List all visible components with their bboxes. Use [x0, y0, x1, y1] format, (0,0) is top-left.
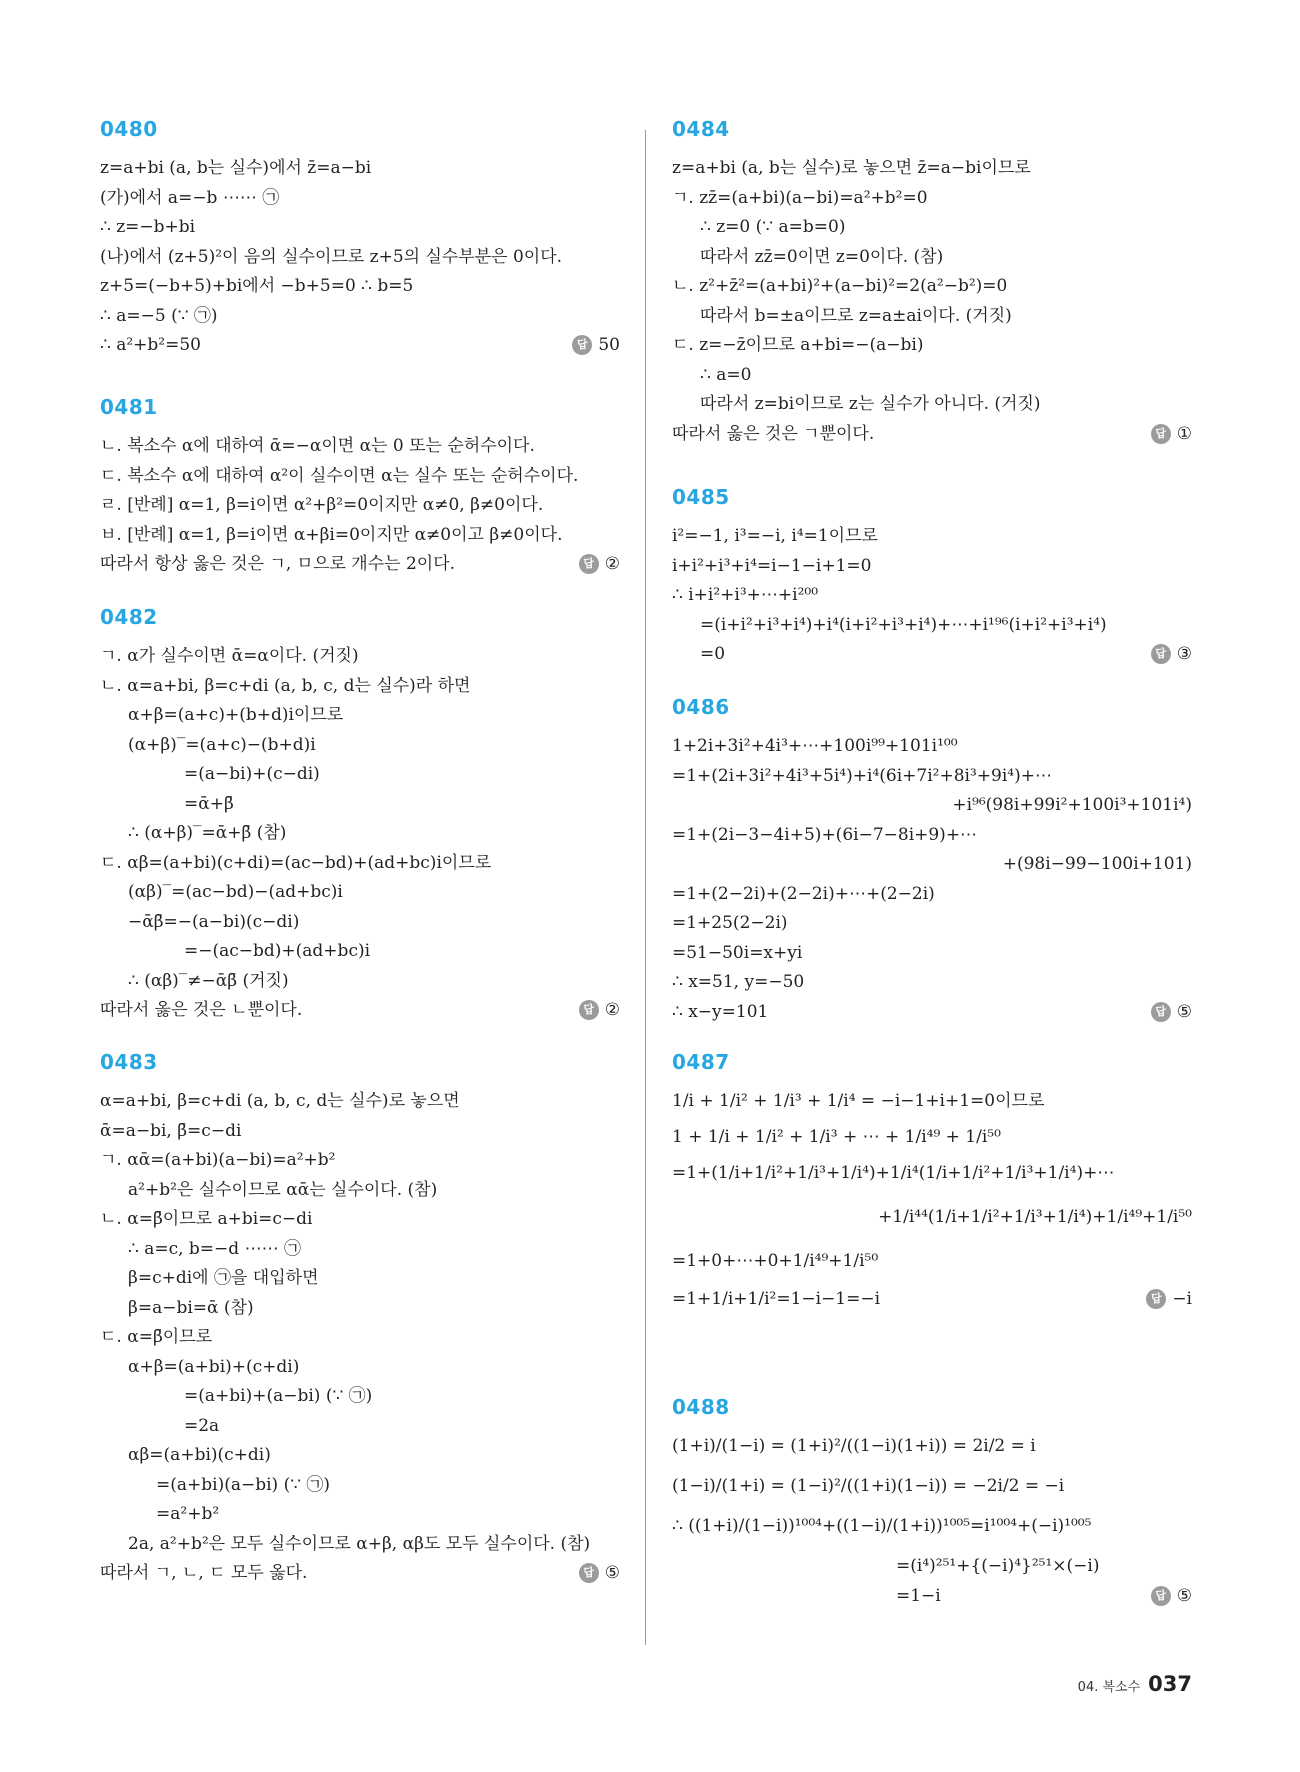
- solution-line: ∴ a=c, b=−d ⋯⋯ ㉠: [128, 1238, 301, 1259]
- solution-line: 따라서 항상 옳은 것은 ㄱ, ㅁ으로 개수는 2이다.: [100, 554, 456, 574]
- solution-line: i²=−1, i³=−i, i⁴=1이므로: [672, 526, 878, 546]
- solution-line: z+5=(−b+5)+bi에서 −b+5=0 ∴ b=5: [100, 276, 414, 296]
- solution-line: β=a−bi=ᾱ (참): [128, 1297, 254, 1318]
- answer-badge: 답: [1146, 1289, 1166, 1309]
- solution-line: =1−i: [896, 1585, 941, 1606]
- solution-line: i+i²+i³+i⁴=i−1−i+1=0: [672, 555, 872, 576]
- solution-line: 따라서 옳은 것은 ㄴ뿐이다.: [100, 1000, 303, 1020]
- answer: [579, 1562, 620, 1584]
- solution-line: 2a, a²+b²은 모두 실수이므로 α+β, αβ도 모두 실수이다. (참): [128, 1533, 591, 1554]
- solution-line: 따라서 z=bi이므로 z는 실수가 아니다. (거짓): [700, 394, 1041, 414]
- answer-value: 50: [598, 335, 620, 355]
- solution-line: =(i+i²+i³+i⁴)+i⁴(i+i²+i³+i⁴)+⋯+i¹⁹⁶(i+i²+i³+i⁴): [700, 614, 1107, 635]
- solution-line: =1+1/i+1/i²=1−i−1=−i: [672, 1289, 881, 1309]
- answer-badge: 답: [572, 335, 592, 355]
- answer-value: ③: [1176, 644, 1192, 664]
- solution-line: ㅂ. [반례] α=1, β=i이면 α+βi=0이지만 α≠0이고 β≠0이다.: [100, 524, 563, 545]
- solution-line: α+β=(a+bi)+(c+di): [128, 1356, 300, 1377]
- solution-line: =1+25(2−2i): [672, 913, 788, 933]
- solution-line: =51−50i=x+yi: [672, 942, 803, 963]
- solution-line: 따라서 ㄱ, ㄴ, ㄷ 모두 옳다.: [100, 1563, 308, 1583]
- solution-line: −ᾱβ̄=−(a−bi)(c−di): [128, 911, 300, 932]
- solution-line: z=a+bi (a, b는 실수)에서 z̄=a−bi: [100, 158, 372, 178]
- column-divider: [645, 130, 646, 1645]
- solution-line: ㄴ. 복소수 α에 대하여 ᾱ=−α이면 α는 0 또는 순허수이다.: [100, 436, 535, 456]
- solution-line: =(a+bi)+(a−bi) (∵ ㉠): [184, 1386, 373, 1406]
- solution-line: (나)에서 (z+5)²이 음의 실수이므로 z+5의 실수부분은 0이다.: [100, 246, 563, 267]
- solution-line: =−(ac−bd)+(ad+bc)i: [184, 941, 371, 961]
- solution-line: ∴ (αβ)‾≠−ᾱβ̄ (거짓): [128, 970, 289, 991]
- solution-line: =1+(2i+3i²+4i³+5i⁴)+i⁴(6i+7i²+8i³+9i⁴)+⋯: [672, 765, 1052, 786]
- solution-line: +1/i⁴⁴(1/i+1/i²+1/i³+1/i⁴)+1/i⁴⁹+1/i⁵⁰: [878, 1207, 1192, 1227]
- answer: [1151, 643, 1192, 665]
- problem-number: 0481: [100, 395, 158, 419]
- solution-line: β=c+di에 ㉠을 대입하면: [128, 1268, 319, 1288]
- solution-line: 1 + 1/i + 1/i² + 1/i³ + ⋯ + 1/i⁴⁹ + 1/i⁵⁰: [672, 1127, 1001, 1147]
- solution-line: =(a−bi)+(c−di): [184, 764, 320, 784]
- solution-line: =2a: [184, 1415, 220, 1436]
- answer-value: ⑤: [1176, 1585, 1192, 1606]
- solution-line: =(a+bi)(a−bi) (∵ ㉠): [156, 1474, 331, 1495]
- solution-line: (가)에서 a=−b ⋯⋯ ㉠: [100, 187, 280, 208]
- answer: [1146, 1288, 1192, 1310]
- solution-line: ∴ x=51, y=−50: [672, 972, 805, 992]
- solution-line: ∴ a²+b²=50: [100, 335, 201, 355]
- solution-line: ㄴ. α=a+bi, β=c+di (a, b, c, d는 실수)라 하면: [100, 675, 471, 696]
- answer: [1151, 1001, 1192, 1023]
- problem-number: 0484: [672, 117, 730, 141]
- answer: [1151, 1585, 1192, 1607]
- solution-line: 1/i + 1/i² + 1/i³ + 1/i⁴ = −i−1+i+1=0이므로: [672, 1091, 1045, 1111]
- solution-line: =1+0+⋯+0+1/i⁴⁹+1/i⁵⁰: [672, 1251, 879, 1271]
- solution-line: 따라서 b=±a이므로 z=a±ai이다. (거짓): [700, 305, 1012, 326]
- solution-line: =1+(2−2i)+(2−2i)+⋯+(2−2i): [672, 883, 935, 904]
- answer-badge: 답: [1151, 1002, 1171, 1022]
- answer-value: ⑤: [1176, 1001, 1192, 1022]
- solution-line: +(98i−99−100i+101): [1002, 854, 1192, 874]
- solution-line: 따라서 옳은 것은 ㄱ뿐이다.: [672, 423, 875, 444]
- solution-line: 따라서 zz̄=0이면 z=0이다. (참): [700, 246, 944, 267]
- solution-line: ∴ a=0: [700, 364, 752, 385]
- solution-line: +i⁹⁶(98i+99i²+100i³+101i⁴): [952, 795, 1192, 815]
- answer-badge: 답: [579, 1563, 599, 1583]
- solution-line: ㄷ. z=−z̄이므로 a+bi=−(a−bi): [672, 335, 924, 355]
- solution-line: z=a+bi (a, b는 실수)로 놓으면 z̄=a−bi이므로: [672, 158, 1031, 178]
- solution-line: ㄱ. α가 실수이면 ᾱ=α이다. (거짓): [100, 646, 359, 666]
- solution-line: ㄴ. z²+z̄²=(a+bi)²+(a−bi)²=2(a²−b²)=0: [672, 276, 1008, 296]
- solution-line: =a²+b²: [156, 1504, 220, 1524]
- solution-line: =(i⁴)²⁵¹+{(−i)⁴}²⁵¹×(−i): [896, 1556, 1100, 1576]
- problem-number: 0482: [100, 605, 158, 629]
- solution-line: a²+b²은 실수이므로 αᾱ는 실수이다. (참): [128, 1179, 438, 1200]
- solution-line: =0: [700, 644, 726, 664]
- solution-line: ㄹ. [반례] α=1, β=i이면 α²+β²=0이지만 α≠0, β≠0이다.: [100, 495, 544, 515]
- solution-line: ∴ a=−5 (∵ ㉠): [100, 305, 218, 326]
- answer-value: −i: [1172, 1289, 1192, 1309]
- answer-value: ②: [604, 554, 620, 574]
- problem-number: 0488: [672, 1395, 730, 1419]
- solution-line: (αβ)‾=(ac−bd)−(ad+bc)i: [128, 882, 343, 902]
- solution-line: ∴ (α+β)‾=ᾱ+β̄ (참): [128, 823, 287, 843]
- problem-number: 0486: [672, 695, 730, 719]
- solution-line: ᾱ=a−bi, β̄=c−di: [100, 1120, 242, 1141]
- solution-line: ∴ x−y=101: [672, 1001, 769, 1022]
- problem-number: 0480: [100, 117, 158, 141]
- answer-value: ②: [604, 1000, 620, 1020]
- solution-line: ∴ i+i²+i³+⋯+i²⁰⁰: [672, 585, 819, 605]
- solution-line: α=a+bi, β=c+di (a, b, c, d는 실수)로 놓으면: [100, 1091, 460, 1111]
- problem-number: 0487: [672, 1050, 730, 1074]
- answer-value: ①: [1176, 423, 1192, 444]
- solution-line: 1+2i+3i²+4i³+⋯+100i⁹⁹+101i¹⁰⁰: [672, 736, 958, 756]
- solution-line: (1+i)/(1−i) = (1+i)²/((1−i)(1+i)) = 2i/2 = i: [672, 1436, 1036, 1456]
- answer-value: ⑤: [604, 1563, 620, 1583]
- solution-line: (α+β)‾=(a+c)−(b+d)i: [128, 734, 316, 755]
- answer-badge: 답: [1151, 1586, 1171, 1606]
- solution-line: ㄷ. αβ=(a+bi)(c+di)=(ac−bd)+(ad+bc)i이므로: [100, 852, 492, 873]
- solution-line: αβ=(a+bi)(c+di): [128, 1445, 271, 1465]
- answer-badge: 답: [579, 554, 599, 574]
- solution-line: ㄴ. α=β̄이므로 a+bi=c−di: [100, 1209, 313, 1229]
- answer: [579, 999, 620, 1021]
- page-footer: [1078, 1672, 1192, 1696]
- answer-badge: 답: [579, 1000, 599, 1020]
- solution-line: ∴ z=0 (∵ a=b=0): [700, 217, 846, 237]
- problem-number: 0483: [100, 1050, 158, 1074]
- solution-line: ㄷ. 복소수 α에 대하여 α²이 실수이면 α는 실수 또는 순허수이다.: [100, 465, 579, 486]
- solution-line: ∴ ((1+i)/(1−i))¹⁰⁰⁴+((1−i)/(1+i))¹⁰⁰⁵=i¹⁰⁰⁴+(−i)¹⁰⁰⁵: [672, 1516, 1092, 1536]
- solution-line: ∴ z=−b+bi: [100, 217, 196, 237]
- answer: [1151, 423, 1192, 445]
- answer: [579, 553, 620, 575]
- answer-badge: 답: [1151, 424, 1171, 444]
- solution-line: =1+(2i−3−4i+5)+(6i−7−8i+9)+⋯: [672, 824, 978, 845]
- chapter-label: 04. 복소수: [1077, 1680, 1141, 1695]
- solution-line: ㄱ. αᾱ=(a+bi)(a−bi)=a²+b²: [100, 1150, 336, 1170]
- solution-line: ㄷ. α=β̄이므로: [100, 1327, 213, 1347]
- solution-line: =1+(1/i+1/i²+1/i³+1/i⁴)+1/i⁴(1/i+1/i²+1/i³+1/i⁴)+⋯: [672, 1163, 1115, 1183]
- answer: [572, 334, 620, 356]
- solution-line: α+β=(a+c)+(b+d)i이므로: [128, 705, 344, 725]
- page-number: 037: [1148, 1672, 1192, 1696]
- solution-line: =ᾱ+β̄: [184, 793, 234, 814]
- answer-badge: 답: [1151, 644, 1171, 664]
- problem-number: 0485: [672, 485, 730, 509]
- solution-line: ㄱ. zz̄=(a+bi)(a−bi)=a²+b²=0: [672, 187, 928, 208]
- solution-line: (1−i)/(1+i) = (1−i)²/((1+i)(1−i)) = −2i/2 = −i: [672, 1476, 1065, 1496]
